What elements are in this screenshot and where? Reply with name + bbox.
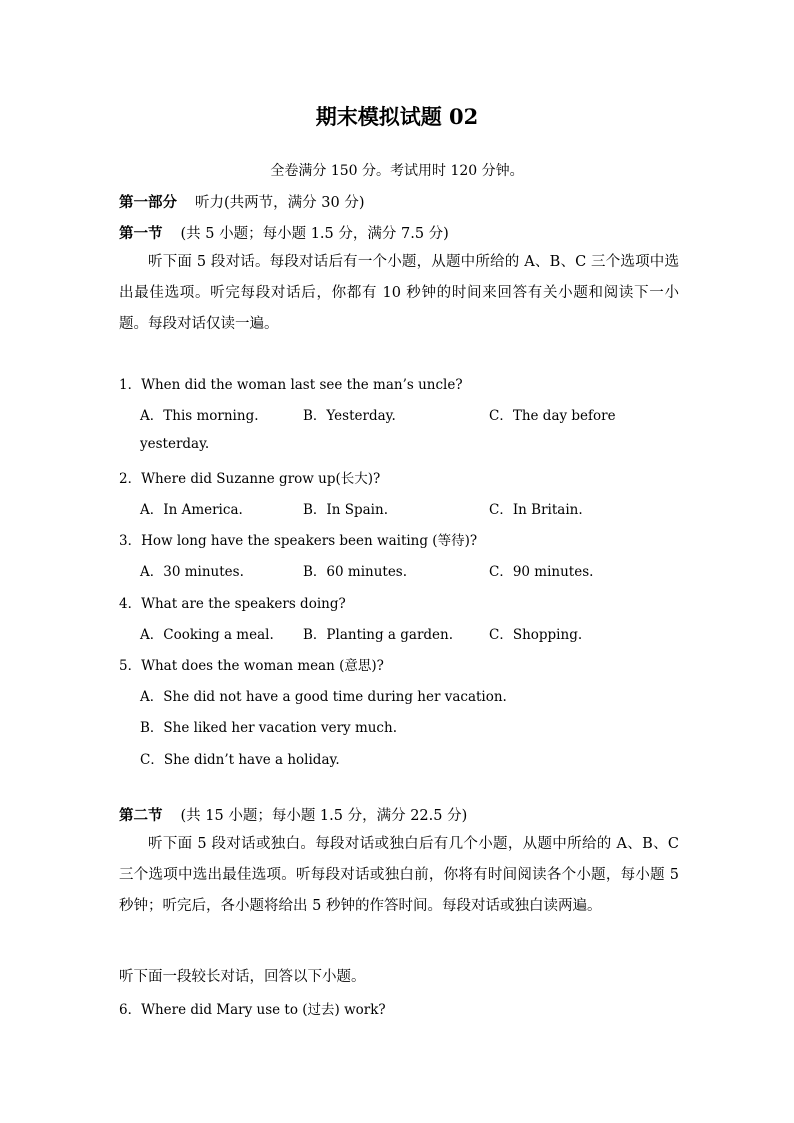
section1-heading-label: 第一节 xyxy=(119,225,163,242)
section2-heading xyxy=(119,804,467,825)
question-1: 1．When did the woman last see the man’s uncle? xyxy=(119,377,463,393)
q1-option-c: C．The day before xyxy=(489,408,616,424)
question-2: 2．Where did Suzanne grow up(长大)? xyxy=(119,471,381,487)
page-title: 期末模拟试题 02 xyxy=(315,104,479,129)
q1-option-b: B．Yesterday. xyxy=(303,408,396,424)
q5-option-a: A．She did not have a good time during her vacation. xyxy=(140,689,507,705)
q5-option-b: B．She liked her vacation very much. xyxy=(140,720,397,736)
q2-option-c: C．In Britain. xyxy=(489,502,583,518)
section1-heading xyxy=(119,222,449,243)
q2-option-b: B．In Spain. xyxy=(303,502,388,518)
q3-option-c: C．90 minutes. xyxy=(489,564,594,580)
q3-option-b: B．60 minutes. xyxy=(303,564,408,580)
q4-option-b: B．Planting a garden. xyxy=(303,627,454,643)
question-4: 4．What are the speakers doing? xyxy=(119,596,346,612)
q2-option-a: A．In America. xyxy=(140,502,243,518)
section2-instructions: 听下面 5 段对话或独白。每段对话或独白后有几个小题，从题中所给的 A、B、C 三个选项中选出最佳选项。听每段对话或独白前，你将有时间阅读各个小题，每小题 5 秒钟；听完后，各小题将给出 5 秒钟的作答时间。每段对话或独白读两遍。 xyxy=(119,836,679,914)
part1-heading-label: 第一部分 xyxy=(119,194,177,211)
exam-info: 全卷满分 150 分。考试用时 120 分钟。 xyxy=(270,163,524,179)
question-6: 6．Where did Mary use to (过去) work? xyxy=(119,1002,386,1018)
q1-option-c-continued: yesterday. xyxy=(140,436,210,452)
section1-heading-detail: (共 5 小题；每小题 1.5 分，满分 7.5 分) xyxy=(180,226,449,242)
question-3: 3．How long have the speakers been waiting (等待)? xyxy=(119,533,478,549)
part1-heading xyxy=(119,191,364,212)
section2-heading-detail: (共 15 小题；每小题 1.5 分，满分 22.5 分) xyxy=(180,808,468,824)
section2-heading-label: 第二节 xyxy=(119,807,163,824)
q4-option-a: A．Cooking a meal. xyxy=(140,627,274,643)
part1-heading-detail: 听力(共两节，满分 30 分) xyxy=(195,195,365,211)
q1-option-a: A．This morning. xyxy=(140,408,259,424)
question-5: 5．What does the woman mean (意思)? xyxy=(119,658,384,674)
q5-option-c: C．She didn’t have a holiday. xyxy=(140,752,340,768)
section2-sub-instruction: 听下面一段较长对话，回答以下小题。 xyxy=(119,969,366,985)
q4-option-c: C．Shopping. xyxy=(489,627,583,643)
section1-instructions: 听下面 5 段对话。每段对话后有一个小题，从题中所给的 A、B、C 三个选项中选出最佳选项。听完每段对话后，你都有 10 秒钟的时间来回答有关小题和阅读下一小题。每段对话仅读一遍。 xyxy=(119,254,679,332)
q3-option-a: A．30 minutes. xyxy=(140,564,244,580)
